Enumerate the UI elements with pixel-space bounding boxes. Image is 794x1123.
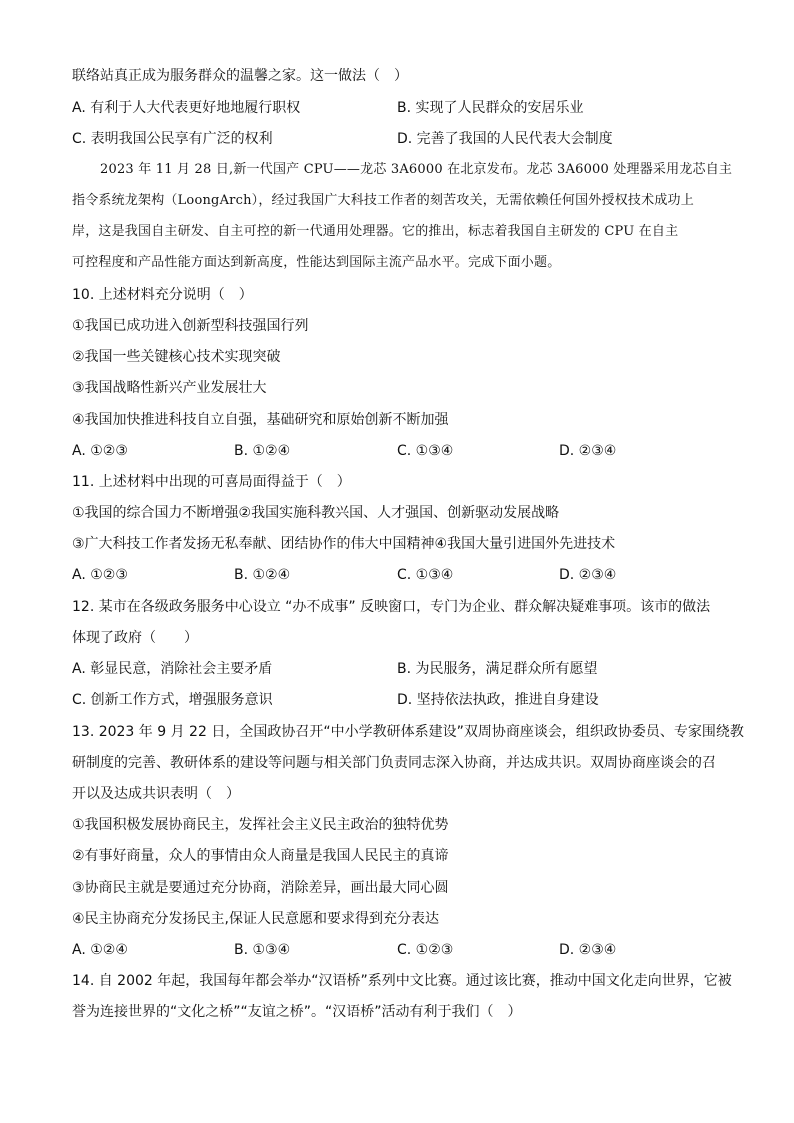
- q9-options-row-2: [72, 129, 732, 149]
- q11-option-a: A. ①②③: [72, 567, 128, 583]
- q10-statement-4: ④我国加快推进科技自立自强，基础研究和原始创新不断加强: [72, 412, 449, 428]
- q10-statement-3: ③我国战略性新兴产业发展壮大: [72, 380, 267, 396]
- q10-option-b: B. ①②④: [234, 443, 291, 459]
- q13-statement-3: ③协商民主就是要通过充分协商，消除差异，画出最大同心圆: [72, 880, 449, 896]
- q12-option-d: D. 坚持依法执政，推进自身建设: [397, 692, 599, 708]
- q13-stem-1: 13. 2023 年 9 月 22 日，全国政协召开“中小学教研体系建设”双周协商座谈会，组织政协委员、专家围绕教: [72, 724, 744, 740]
- q9-options-row-1: [72, 98, 732, 118]
- q13-statement-1: ①我国积极发展协商民主，发挥社会主义民主政治的独特优势: [72, 817, 449, 833]
- q11-option-b: B. ①②④: [234, 567, 291, 583]
- q12-option-c: C. 创新工作方式，增强服务意识: [72, 692, 273, 708]
- q10-stem: 10. 上述材料充分说明（ ）: [72, 287, 253, 303]
- q13-option-b: B. ①③④: [234, 942, 291, 958]
- material-line-1: 2023 年 11 月 28 日,新一代国产 CPU——龙芯 3A6000 在北京发布。龙芯 3A6000 处理器采用龙芯自主: [100, 162, 733, 177]
- q9-option-c: C. 表明我国公民享有广泛的权利: [72, 131, 273, 147]
- q9-option-a: A. 有利于人大代表更好地地履行职权: [72, 100, 301, 116]
- q11-stem: 11. 上述材料中出现的可喜局面得益于（ ）: [72, 474, 351, 490]
- q13-option-d: D. ②③④: [559, 942, 617, 958]
- material-line-3: 岸，这是我国自主研发、自主可控的新一代通用处理器。它的推出，标志着我国自主研发的 CPU 在自主: [72, 224, 679, 239]
- q12-option-a: A. 彰显民意，消除社会主要矛盾: [72, 661, 273, 677]
- q11-option-c: C. ①③④: [397, 567, 454, 583]
- q12-stem-2: 体现了政府（ ）: [72, 630, 198, 646]
- q10-statement-2: ②我国一些关键核心技术实现突破: [72, 349, 281, 365]
- q9-stem-end: 联络站真正成为服务群众的温馨之家。这一做法（ ）: [72, 68, 408, 84]
- q13-statement-2: ②有事好商量，众人的事情由众人商量是我国人民民主的真谛: [72, 848, 449, 864]
- q13-stem-3: 开以及达成共识表明（ ）: [72, 786, 240, 802]
- q10-option-d: D. ②③④: [559, 443, 617, 459]
- q13-option-a: A. ①②④: [72, 942, 128, 958]
- q12-options-row-1: [72, 659, 732, 679]
- q11-option-d: D. ②③④: [559, 567, 617, 583]
- q12-option-b: B. 为民服务，满足群众所有愿望: [397, 661, 598, 677]
- q11-statements-2: ③广大科技工作者发扬无私奉献、团结协作的伟大中国精神④我国大量引进国外先进技术: [72, 536, 616, 552]
- q9-option-d: D. 完善了我国的人民代表大会制度: [397, 131, 613, 147]
- q10-option-a: A. ①②③: [72, 443, 128, 459]
- q9-option-b: B. 实现了人民群众的安居乐业: [397, 100, 584, 116]
- q14-stem-2: 誉为连接世界的“文化之桥”“友谊之桥”。“汉语桥”活动有利于我们（ ）: [72, 1004, 522, 1020]
- q11-statements-1: ①我国的综合国力不断增强②我国实施科教兴国、人才强国、创新驱动发展战略: [72, 505, 560, 521]
- q12-stem-1: 12. 某市在各级政务服务中心设立 “办不成事” 反映窗口，专门为企业、群众解决疑难事项。该市的做法: [72, 599, 711, 615]
- material-line-2: 指令系统龙架构（LoongArch），经过我国广大科技工作者的刻苦攻关，无需依赖任何国外授权技术成功上: [72, 193, 694, 208]
- q12-options-row-2: [72, 690, 732, 710]
- q10-statement-1: ①我国已成功进入创新型科技强国行列: [72, 318, 309, 334]
- q13-statement-4: ④民主协商充分发扬民主,保证人民意愿和要求得到充分表达: [72, 911, 439, 927]
- material-line-4: 可控程度和产品性能方面达到新高度，性能达到国际主流产品水平。完成下面小题。: [72, 255, 561, 270]
- q13-stem-2: 研制度的完善、教研体系的建设等问题与相关部门负责同志深入协商，并达成共识。双周协商座谈会的召: [72, 755, 716, 771]
- q13-option-c: C. ①②③: [397, 942, 454, 958]
- q10-option-c: C. ①③④: [397, 443, 454, 459]
- q14-stem-1: 14. 自 2002 年起，我国每年都会举办“汉语桥”系列中文比赛。通过该比赛，推动中国文化走向世界，它被: [72, 973, 732, 989]
